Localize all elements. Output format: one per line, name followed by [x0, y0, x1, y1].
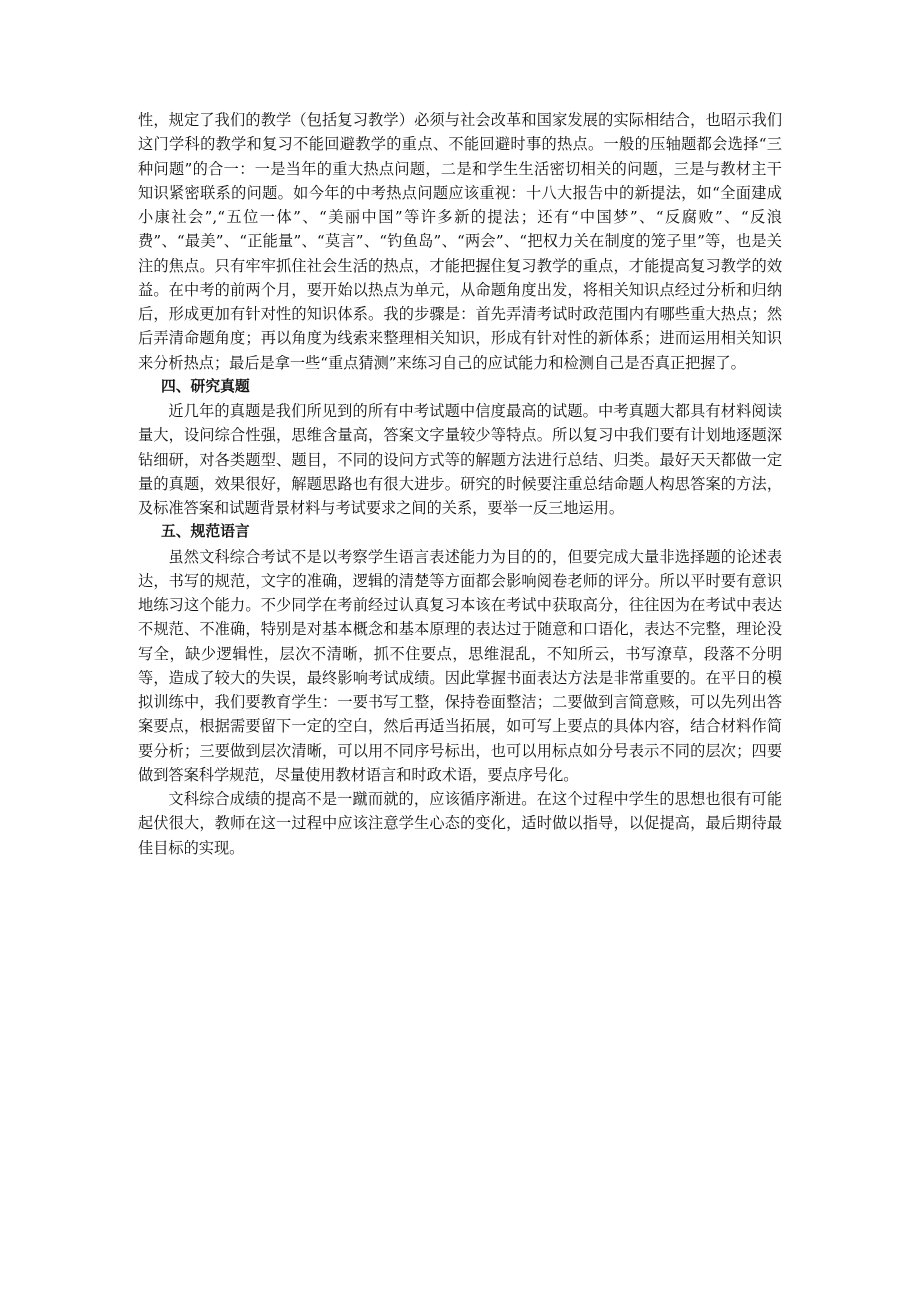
paragraph-continuation: 性，规定了我们的教学（包括复习教学）必须与社会改革和国家发展的实际相结合，也昭示我们这门学科的教学和复习不能回避教学的重点、不能回避时事的热点。一般的压轴题都会选择“三种问题”的合一：一是当年的重大热点问题，二是和学生生活密切相关的问题，三是与教材主干知识紧密联系的问题。如今年的中考热点问题应该重视：十八大报告中的新提法，如“全面建成小康社会”,“五位一体”、“美丽中国”等许多新的提法；还有“中国梦”、“反腐败”、“反浪费”、“最美”、“正能量”、“莫言”、“钓鱼岛”、“两会”、“把权力关在制度的笼子里”等，也是关注的焦点。只有牢牢抓住社会生活的热点，才能把握住复习教学的重点，才能提高复习教学的效益。在中考的前两个月，要开始以热点为单元，从命题角度出发，将相关知识点经过分析和归纳后，形成更加有针对性的知识体系。我的步骤是：首先弄清考试时政范围内有哪些重大热点；然后弄清命题角度；再以角度为线索来整理相关知识，形成有针对性的新体系；进而运用相关知识来分析热点；最后是拿一些“重点猜测”来练习自己的应试能力和检测自己是否真正把握了。 [138, 111, 782, 372]
paragraph-standard-language: 虽然文科综合考试不是以考察学生语言表述能力为目的的，但要完成大量非选择题的论述表达，书写的规范，文字的准确，逻辑的清楚等方面都会影响阅卷老师的评分。所以平时要有意识地练习这个能力。不少同学在考前经过认真复习本该在考试中获取高分，往往因为在考试中表达不规范、不准确，特别是对基本概念和基本原理的表达过于随意和口语化，表达不完整，理论没写全，缺少逻辑性，层次不清晰，抓不住要点，思维混乱，不知所云，书写潦草，段落不分明等，造成了较大的失误，最终影响考试成绩。因此掌握书面表达方法是非常重要的。在平日的模拟训练中，我们要教育学生：一要书写工整，保持卷面整洁；二要做到言简意赅，可以先列出答案要点，根据需要留下一定的空白，然后再适当拓展，如可写上要点的具体内容，结合材料作简要分析；三要做到层次清晰，可以用不同序号标出，也可以用标点如分号表示不同的层次；四要做到答案科学规范，尽量使用教材语言和时政术语，要点序号化。 [138, 547, 782, 784]
section-heading-research-exams: 四、研究真题 [160, 377, 250, 395]
paragraph-research-exams: 近几年的真题是我们所见到的所有中考试题中信度最高的试题。中考真题大都具有材料阅读量大，设问综合性强，思维含量高，答案文字量较少等特点。所以复习中我们要有计划地逐题深钻细研，对各类题型、题目，不同的设问方式等的解题方法进行总结、归类。最好天天都做一定量的真题，效果很好，解题思路也有很大进步。研究的时候要注重总结命题人构思答案的方法，及标准答案和试题背景材料与考试要求之间的关系，要举一反三地运用。 [138, 402, 782, 517]
paragraph-closing: 文科综合成绩的提高不是一蹴而就的，应该循序渐进。在这个过程中学生的思想也很有可能起伏很大，教师在这一过程中应该注意学生心态的变化，适时做以指导，以促提高，最后期待最佳目标的实现。 [138, 790, 782, 857]
section-heading-standard-language: 五、规范语言 [160, 523, 250, 541]
document-page [138, 108, 782, 860]
